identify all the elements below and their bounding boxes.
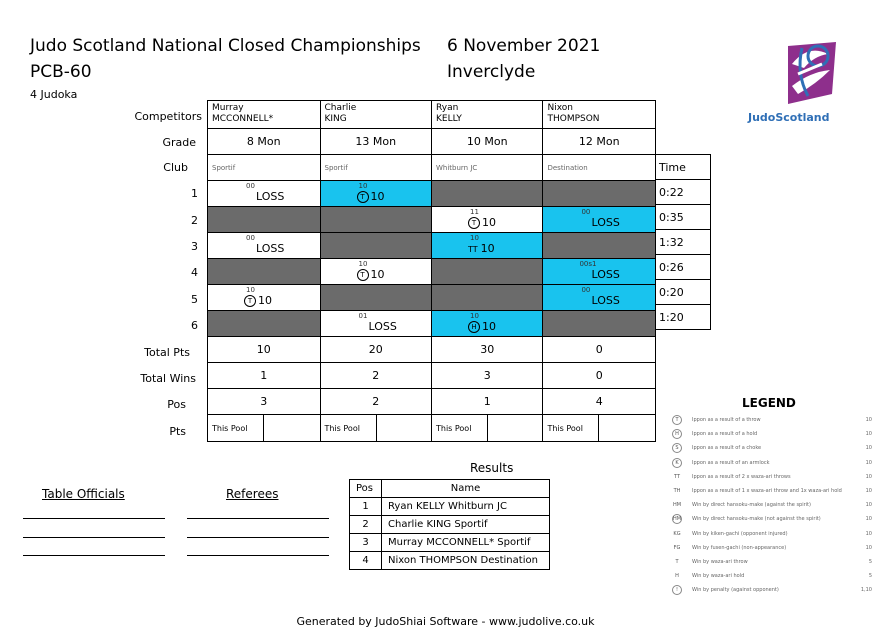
competitor-2-name: Charlie KING (320, 101, 431, 129)
legend-points: 10 (865, 530, 872, 537)
results-title: Results (470, 461, 514, 475)
legend-symbol-icon: FG (673, 544, 681, 551)
competitor-1-grade: 8 Mon (208, 129, 321, 155)
time-contest-3: 1:32 (656, 230, 711, 255)
contest-cell: 00s1 LOSS (543, 259, 656, 285)
referees-label: Referees (226, 487, 279, 501)
time-contest-6: 1:20 (656, 305, 711, 330)
legend-item (672, 570, 872, 584)
page-title: Judo Scotland National Closed Championships (30, 36, 421, 56)
competitor-4-name: Nixon THOMPSON (543, 101, 656, 129)
legend-points: 1,10 (860, 587, 872, 594)
label-grade: Grade (162, 136, 196, 149)
legend-symbol-icon: S (672, 443, 682, 453)
contest-cell: 00 LOSS (543, 285, 656, 311)
legend-symbol-icon: HM (672, 502, 682, 509)
competitor-1-total-pts: 10 (208, 337, 321, 363)
contest-cell: 01 LOSS (320, 311, 431, 337)
legend-points: 10 (865, 417, 872, 423)
throw-ippon-icon: T (357, 269, 369, 281)
competitor-1-total-wins: 1 (208, 363, 321, 389)
label-pts: Pts (169, 425, 186, 438)
contest-cell: 00 LOSS (208, 233, 321, 259)
legend-item (672, 584, 872, 598)
legend-item (672, 513, 872, 527)
competitor-2-club: Sportif (320, 155, 431, 181)
label-contest-1: 1 (191, 187, 198, 200)
legend-symbol-icon: T (672, 415, 682, 425)
legend-description: Win by fusen-gachi (non-appearance) (692, 544, 787, 551)
legend-description: Ippon as a result of 1 x waza-ari throw and 1x waza-ari hold (692, 488, 842, 494)
contest-cell-blocked (543, 233, 656, 259)
hold-ippon-icon: H (468, 321, 480, 333)
contest-cell: 10 TT 10 (431, 233, 542, 259)
legend-points: 10 (865, 516, 872, 523)
legend-points: 5 (868, 573, 872, 580)
contest-cell-blocked (208, 259, 321, 285)
contest-cell: 10 T 10 (320, 181, 431, 207)
competitor-2-grade: 13 Mon (320, 129, 431, 155)
legend-item (672, 556, 872, 570)
throw-ippon-icon: T (468, 217, 480, 229)
signature-line (23, 555, 165, 556)
legend-item (672, 471, 872, 485)
legend-description: Win by kiken-gachi (opponent injured) (692, 530, 788, 537)
competitor-3-total-pts: 30 (431, 337, 542, 363)
event-venue: Inverclyde (447, 62, 536, 82)
competitor-4-grade: 12 Mon (543, 129, 656, 155)
time-table (655, 154, 711, 330)
legend-item (672, 542, 872, 556)
competitor-2-total-pts: 20 (320, 337, 431, 363)
legend-description: Win by direct hansoku-make (not against the spirit) (692, 516, 821, 523)
signature-line (187, 555, 329, 556)
legend-points: 10 (865, 431, 872, 438)
label-contest-5: 5 (191, 293, 198, 306)
legend-item (672, 414, 872, 428)
legend-points: 10 (865, 459, 872, 466)
competitor-4-total-pts: 0 (543, 337, 656, 363)
contest-row-4 (208, 259, 656, 285)
contest-cell-blocked (208, 311, 321, 337)
legend-symbol-icon: H (675, 573, 679, 580)
judoka-count: 4 Judoka (30, 88, 78, 101)
competitor-1-pool-pts: This Pool (208, 415, 321, 442)
contest-row-5 (208, 285, 656, 311)
logo-text-scotland: Scotland (775, 111, 830, 124)
legend-description: Ippon as a result of a choke (692, 445, 762, 452)
legend-description: Ippon as a result of 2 x waza-ari throws (692, 473, 791, 480)
label-contest-4: 4 (191, 266, 198, 279)
legend-description: Ippon as a result of an armlock (692, 459, 770, 466)
contest-cell: 10 T 10 (208, 285, 321, 311)
contest-row-2 (208, 207, 656, 233)
results-table (349, 479, 550, 570)
legend-description: Win by waza-ari throw (692, 559, 748, 565)
contest-row-3 (208, 233, 656, 259)
logo-text-judo: Judo (748, 111, 776, 124)
legend-item (672, 485, 872, 499)
time-contest-1: 0:22 (656, 180, 711, 205)
label-competitors: Competitors (134, 110, 202, 123)
throw-ippon-icon: T (244, 295, 256, 307)
signature-line (23, 518, 165, 519)
contest-cell-blocked (431, 259, 542, 285)
results-header-pos: Pos (350, 480, 382, 498)
label-contest-2: 2 (191, 214, 198, 227)
legend-symbol-icon: ! (672, 585, 682, 595)
legend-points: 10 (865, 502, 872, 509)
competitor-3-grade: 10 Mon (431, 129, 542, 155)
legend-symbol-icon: K (672, 458, 682, 468)
signature-line (187, 537, 329, 538)
table-row: 3 Murray MCCONNELL* Sportif (350, 534, 550, 552)
contest-cell-blocked (543, 181, 656, 207)
time-header: Time (656, 155, 711, 180)
legend-description: Win by penalty (against opponent) (692, 587, 779, 594)
legend-points: 10 (865, 544, 872, 551)
legend-symbol-icon: HM (673, 516, 682, 523)
throw-ippon-icon: T (357, 191, 369, 203)
time-contest-5: 0:20 (656, 280, 711, 305)
legend-points: 5 (868, 559, 872, 565)
table-row: 1 Ryan KELLY Whitburn JC (350, 498, 550, 516)
competitor-1-pos: 3 (208, 389, 321, 415)
contest-cell: 00 LOSS (208, 181, 321, 207)
legend-symbol-icon: TH (673, 488, 681, 494)
label-total-pts: Total Pts (144, 346, 190, 359)
pool-category: PCB-60 (30, 62, 92, 82)
legend-points: 10 (865, 473, 872, 480)
competitor-3-name: Ryan KELLY (431, 101, 542, 129)
contest-cell-blocked (320, 207, 431, 233)
legend-points: 10 (865, 488, 872, 494)
contest-cell: 00 LOSS (543, 207, 656, 233)
label-contest-6: 6 (191, 319, 198, 332)
legend-symbol-icon: KG (673, 530, 681, 537)
legend-symbol-icon: H (672, 429, 682, 439)
legend-title: LEGEND (742, 396, 796, 410)
competitor-4-pool-pts: This Pool (543, 415, 656, 442)
legend-item (672, 428, 872, 442)
label-total-wins: Total Wins (140, 372, 196, 385)
competitor-4-pos: 4 (543, 389, 656, 415)
legend-description: Win by direct hansoku-make (against the spirit) (692, 502, 811, 509)
competitor-3-club: Whitburn JC (431, 155, 542, 181)
contest-cell-blocked (320, 285, 431, 311)
legend-description: Ippon as a result of a throw (692, 417, 761, 423)
legend-description: Win by waza-ari hold (692, 573, 745, 580)
competitor-2-total-wins: 2 (320, 363, 431, 389)
results-header-name: Name (382, 480, 550, 498)
contest-cell-blocked (431, 181, 542, 207)
competitor-2-pos: 2 (320, 389, 431, 415)
time-contest-2: 0:35 (656, 205, 711, 230)
event-date: 6 November 2021 (447, 36, 601, 56)
competitor-1-club: Sportif (208, 155, 321, 181)
legend-item (672, 499, 872, 513)
signature-line (187, 518, 329, 519)
table-row: 4 Nixon THOMPSON Destination (350, 552, 550, 570)
legend-points: 10 (865, 445, 872, 452)
contest-cell-blocked (320, 233, 431, 259)
label-club: Club (163, 161, 188, 174)
label-pos: Pos (167, 398, 186, 411)
contest-cell-blocked (543, 311, 656, 337)
contest-cell-blocked (431, 285, 542, 311)
legend-symbol-icon: T (675, 559, 679, 565)
contest-row-1 (208, 181, 656, 207)
contest-cell: 10 H 10 (431, 311, 542, 337)
competitor-3-total-wins: 3 (431, 363, 542, 389)
legend-description: Ippon as a result of a hold (692, 431, 758, 438)
competitor-4-total-wins: 0 (543, 363, 656, 389)
competitor-3-pos: 1 (431, 389, 542, 415)
competitor-2-pool-pts: This Pool (320, 415, 431, 442)
contest-cell: 10 T 10 (320, 259, 431, 285)
logo-text (748, 111, 830, 124)
competitor-1-name: Murray MCCONNELL* (208, 101, 321, 129)
competitor-3-pool-pts: This Pool (431, 415, 542, 442)
time-contest-4: 0:26 (656, 255, 711, 280)
contest-cell-blocked (208, 207, 321, 233)
contest-row-6 (208, 311, 656, 337)
legend-symbol-icon: TT (673, 473, 681, 480)
legend-item (672, 457, 872, 471)
competitor-4-club: Destination (543, 155, 656, 181)
signature-line (23, 537, 165, 538)
pool-sheet-table (207, 100, 656, 442)
table-officials-label: Table Officials (42, 487, 125, 501)
legend-item (672, 528, 872, 542)
table-row: 2 Charlie KING Sportif (350, 516, 550, 534)
label-contest-3: 3 (191, 240, 198, 253)
contest-cell: 11 T 10 (431, 207, 542, 233)
legend-item (672, 442, 872, 456)
footer-credit: Generated by JudoShiai Software - www.judolive.co.uk (296, 615, 595, 628)
